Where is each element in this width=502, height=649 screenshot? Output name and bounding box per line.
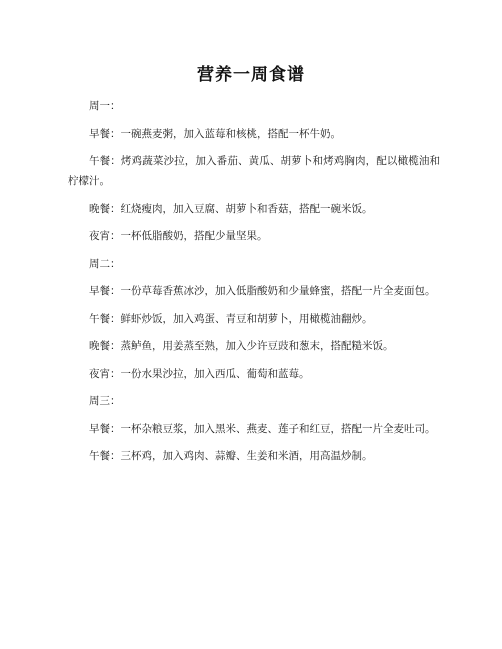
monday-dinner: 晚餐：红烧瘦肉，加入豆腐、胡萝卜和香菇，搭配一碗米饭。 [89,202,373,215]
monday-late-snack: 夜宵：一杯低脂酸奶，搭配少量坚果。 [89,230,268,242]
monday-breakfast: 早餐：一碗燕麦粥，加入蓝莓和核桃，搭配一杯牛奶。 [89,127,341,140]
document-title: 营养一周食谱 [197,65,305,85]
day-heading-wednesday: 周三： [89,395,121,407]
monday-lunch: 午餐：烤鸡蔬菜沙拉，加入番茄、黄瓜、胡萝卜和烤鸡胸肉，配以橄榄油和柠檬汁。 [68,155,440,187]
tuesday-lunch: 午餐：鲜虾炒饭，加入鸡蛋、青豆和胡萝卜，用橄榄油翻炒。 [89,312,373,325]
tuesday-dinner: 晚餐：蒸鲈鱼，用姜蒸至熟，加入少许豆豉和葱末，搭配糙米饭。 [89,340,394,352]
wednesday-lunch: 午餐：三杯鸡，加入鸡肉、蒜瓣、生姜和米酒，用高温炒制。 [89,450,373,462]
tuesday-breakfast: 早餐：一份草莓香蕉冰沙，加入低脂酸奶和少量蜂蜜，搭配一片全麦面包。 [89,285,436,297]
document-body [68,96,440,474]
wednesday-breakfast: 早餐：一杯杂粮豆浆，加入黑米、燕麦、莲子和红豆，搭配一片全麦吐司。 [89,422,436,435]
tuesday-late-snack: 夜宵：一份水果沙拉，加入西瓜、葡萄和蓝莓。 [89,367,310,380]
day-heading-tuesday: 周二： [89,257,121,270]
day-heading-monday: 周一： [89,100,121,112]
